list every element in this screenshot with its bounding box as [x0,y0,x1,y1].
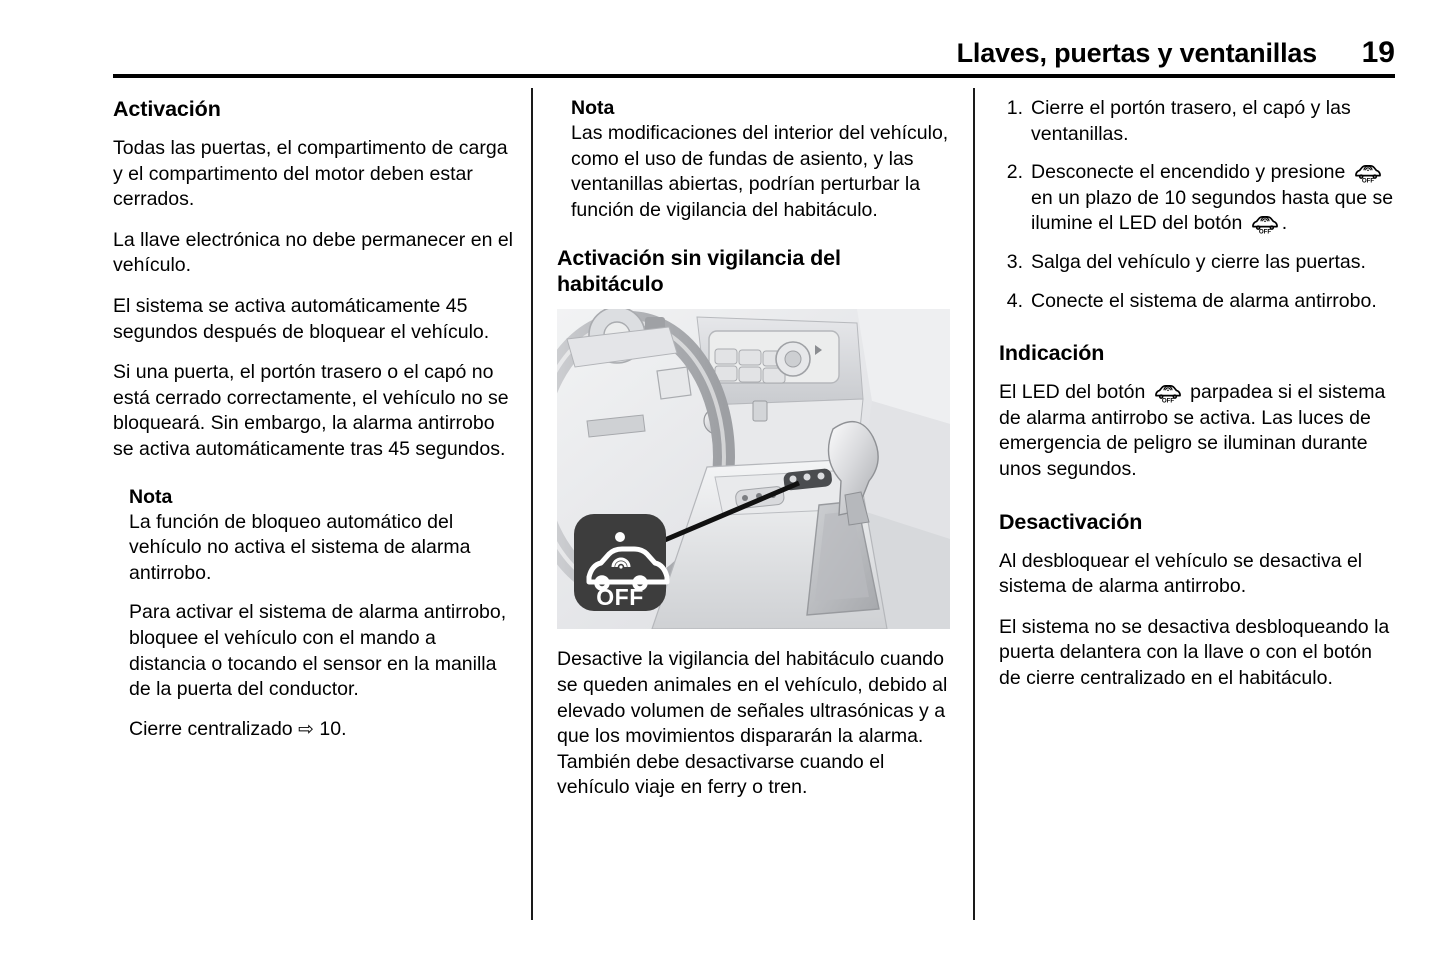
page-number: 19 [1361,36,1395,69]
header-rule [113,74,1395,78]
paragraph: Todas las puertas, el compartimento de carga y el compartimento del motor deben estar cerrados. [113,137,508,211]
list-item [999,289,1399,315]
section-heading-activacion: Activación [113,97,221,121]
list-item-text: . [1281,212,1288,235]
svg-text:OFF: OFF [1258,228,1271,235]
cross-reference-page: 10. [314,717,347,740]
paragraph: El sistema se activa automáticamente 45 segundos después de bloquear el vehículo. [113,294,490,343]
paragraph: Si una puerta, el portón trasero o el capó no está cerrado correctamente, el vehículo no se bloqueará. Sin embargo, la alarma antirrobo se activa automáticamente tras 45 segundos. [113,361,509,460]
cross-reference-arrow-icon: ⇨ [298,717,314,740]
numbered-steps [999,96,1399,314]
list-item-number: 1. [1006,97,1023,119]
list-item-text: Desconecte el encendido y presione [1031,161,1351,184]
list-item-number: 2. [1006,161,1023,184]
car-interior-monitoring-off-icon [1153,382,1183,403]
note-paragraph: Para activar el sistema de alarma antirrobo, bloquee el vehículo con el mando a distancia o tocando el sensor en la manilla de la puerta del conductor. [129,601,507,701]
column-2 [557,96,952,801]
list-item [999,250,1399,276]
svg-text:OFF: OFF [596,584,644,611]
list-item-number: 3. [1006,250,1023,273]
section-heading-desactivacion: Desactivación [999,509,1143,534]
column-3 [999,96,1399,692]
callout-car-off-badge [574,514,667,611]
paragraph-text: El LED del botón [999,381,1151,404]
list-item-text: Cierre el portón trasero, el capó y las ventanillas. [1031,97,1351,145]
paragraph: El sistema no se desactiva desbloqueando la puerta delantera con la llave o con el botón de cierre centralizado en el habitáculo. [999,615,1390,689]
list-item [999,96,1399,147]
cross-reference-text: Cierre centralizado [129,717,299,740]
note-paragraph: La función de bloqueo automático del vehículo no activa el sistema de alarma antirrobo. [129,510,471,584]
car-interior-monitoring-off-icon [1353,162,1383,183]
column-divider-1 [531,88,533,920]
paragraph-text: parpadea si el sistema de alarma antirrobo se activa. Las luces de emergencia de peligro se iluminan durante unos segundos. [999,381,1386,480]
paragraph: Al desbloquear el vehículo se desactiva el sistema de alarma antirrobo. [999,549,1363,598]
paragraph [999,380,1399,482]
list-item-text: en un plazo de 10 segundos hasta que se ilumine el LED del botón [1031,186,1394,235]
figure-interior-console [557,309,950,629]
paragraph: La llave electrónica no debe permanecer en el vehículo. [113,228,514,277]
list-item-number: 4. [1006,289,1023,312]
note-paragraph: Las modificaciones del interior del vehículo, como el uso de fundas de asiento, y las ventanillas abiertas, podrían perturbar la función de vigilancia del habitáculo. [571,122,949,221]
header-row [113,36,1395,74]
page-title: Llaves, puertas y ventanillas [956,38,1317,68]
note-block [571,96,952,223]
list-item [999,160,1399,237]
column-divider-2 [973,88,975,920]
car-interior-monitoring-off-icon [1250,213,1280,234]
list-item-text: Salga del vehículo y cierre las puertas. [1031,250,1366,273]
section-heading-activacion-sin-vigilancia: Activación sin vigilancia del habitáculo [557,246,841,297]
note-block [129,485,513,743]
svg-text:OFF: OFF [1161,397,1174,404]
section-heading-indicacion: Indicación [999,341,1105,366]
page-header [113,36,1395,78]
paragraph: Desactive la vigilancia del habitáculo cuando se queden animales en el vehículo, debido al elevado volumen de señales ultrasónicas y a que los movimientos dispararán la alarma. También debe desactivarse cuando el vehículo viaje en ferry o tren. [557,648,948,799]
list-item-text: Conecte el sistema de alarma antirrobo. [1031,289,1377,312]
cross-reference [129,717,513,743]
note-title: Nota [571,97,615,119]
note-title: Nota [129,485,173,508]
svg-text:OFF: OFF [1361,177,1374,184]
column-1 [113,96,513,757]
